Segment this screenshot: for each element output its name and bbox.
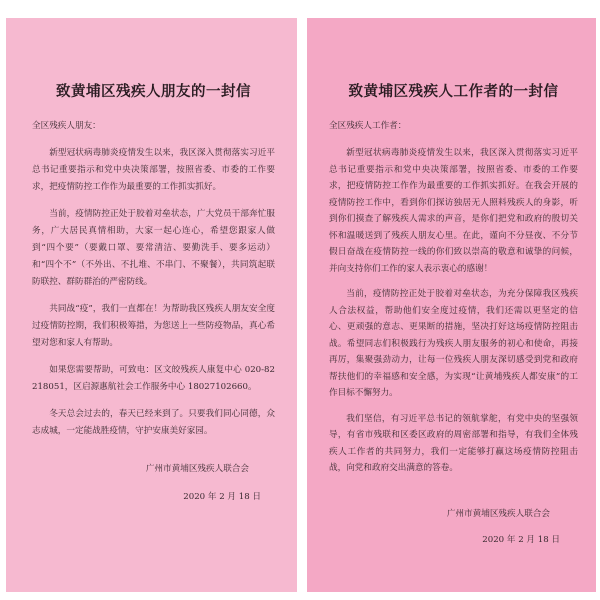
left-letter-title: 致黄埔区残疾人朋友的一封信 — [56, 83, 251, 100]
right-letter-title: 致黄埔区残疾人工作者的一封信 — [348, 83, 559, 100]
left-letter-paragraph-2: 当前，疫情防控正处于胶着对垒状态，广大党员干部奔忙服务，广大居民真情相助，大家一起心连心，希望您跟家人做到“四个要”（要戴口罩、要常清洁、要勤洗手、要多运动）和“四个不”（不外出、不扎堆、不串门、不聚餐），共同筑起联防联控、群防群治的严密防线。 — [32, 209, 275, 287]
left-letter-salutation: 全区残疾人朋友： — [32, 121, 101, 131]
left-letter-signature-org: 广州市黄埔区残疾人联合会 — [145, 464, 249, 474]
left-letter-paragraph-4: 如果您需要帮助，可致电：区文皎残疾人康复中心 020-82218051，区启源惠航社会工作服务中心 18027102660。 — [32, 365, 275, 392]
right-letter-page — [307, 18, 596, 592]
right-letter-salutation: 全区残疾人工作者： — [329, 121, 407, 131]
right-letter-paragraph-1: 新型冠状病毒肺炎疫情发生以来，我区深入贯彻落实习近平总书记重要指示和党中央决策部署，按照省委、市委的工作要求，把疫情防控工作作为最重要的工作抓实抓好。在我会开展的疫情防控工作中，看到你们探访独居无人照料残疾人的身影，听到你们摸查了解残疾人需求的声音，是你们把党和政府的殷切关怀和温暖送到了残疾人朋友心里。在此，谨向不分昼夜、不分节假日奋战在疫情防控一线的你们致以崇高的敬意和诚挚的问候，并向支持你们工作的家人表示衷心的感谢！ — [329, 148, 578, 274]
left-letter-paragraph-3: 共同战“疫”，我们一直都在！为帮助我区残疾人朋友安全度过疫情防控期，我们积极筹措，为您送上一些防疫物品，真心希望对您和家人有帮助。 — [32, 304, 275, 348]
left-letter-paragraph-5: 冬天总会过去的，春天已经来到了。只要我们同心同德，众志成城，一定能战胜疫情，守护安康美好家园。 — [32, 409, 275, 436]
right-letter-signature-date: 2020 年 2 月 18 日 — [482, 534, 560, 545]
left-letter-signature-date: 2020 年 2 月 18 日 — [183, 492, 261, 502]
right-letter-paragraph-3: 我们坚信，有习近平总书记的领航掌舵，有党中央的坚强领导，有省市残联和区委区政府的周密部署和指导，有我们全体残疾人工作者的共同努力，我们一定能够打赢这场疫情防控阻击战，向党和政府交出满意的答卷。 — [329, 413, 578, 473]
right-letter-signature-org: 广州市黄埔区残疾人联合会 — [446, 508, 550, 519]
left-letter-paragraph-1: 新型冠状病毒肺炎疫情发生以来，我区深入贯彻落实习近平总书记重要指示和党中央决策部署，按照省委、市委的工作要求，把疫情防控工作作为最重要的工作抓实抓好。 — [32, 148, 275, 192]
left-letter-page — [6, 18, 297, 592]
right-letter-paragraph-2: 当前，疫情防控正处于胶着对垒状态，为充分保障我区残疾人合法权益，帮助他们安全度过疫情，我们还需以更坚定的信心、更顽强的意志、更果断的措施，坚决打好这场疫情防控阻击战。希望同志们积极践行为残疾人朋友服务的初心和使命，再接再厉，集聚强劲动力，让每一位残疾人朋友深切感受到党和政府帮扶他们的幸福感和安全感，为实现“让黄埔残疾人都安康”的工作目标不懈努力。 — [329, 289, 578, 398]
